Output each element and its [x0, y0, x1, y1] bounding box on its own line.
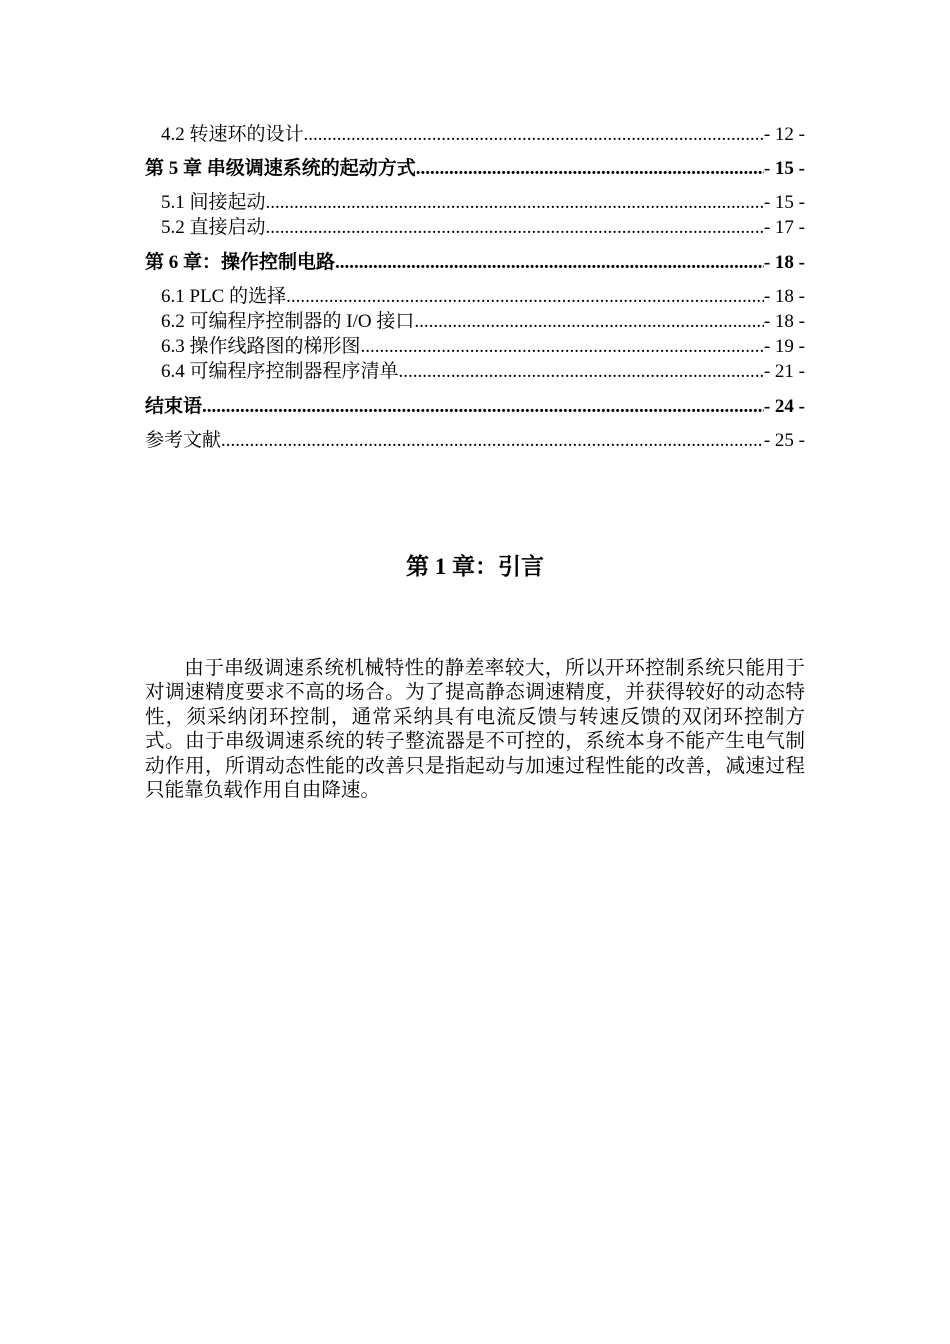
toc-entry[interactable]	[145, 359, 805, 384]
toc-entry-label: 6.3 操作线路图的梯形图	[161, 336, 361, 357]
chapter-heading: 第 1 章：引言	[406, 554, 544, 579]
toc-entry-label: 4.2 转速环的设计	[161, 124, 304, 145]
toc-entry[interactable]	[145, 190, 805, 215]
toc-entry[interactable]	[145, 156, 805, 181]
toc-entry-label: 5.2 直接启动	[161, 217, 266, 238]
body-paragraph: 由于串级调速系统机械特性的静差率较大，所以开环控制系统只能用于对调速精度要求不高的场合。为了提高静态调速精度，并获得较好的动态特性，须采纳闭环控制，通常采纳具有电流反馈与转速反馈的双闭环控制方式。由于串级调速系统的转子整流器是不可控的，系统本身不能产生电气制动作用，所谓动态性能的改善只是指起动与加速过程性能的改善，减速过程只能靠负载作用自由降速。	[145, 658, 805, 802]
toc-entry-label: 结束语	[145, 396, 203, 417]
toc-entry[interactable]	[145, 428, 805, 453]
table-of-contents	[145, 122, 805, 453]
toc-leader-dots	[414, 309, 764, 334]
toc-entry[interactable]	[145, 215, 805, 240]
toc-leader-dots	[335, 250, 764, 275]
toc-entry-label: 6.1 PLC 的选择	[161, 286, 287, 307]
toc-entry-page: - 19 -	[763, 336, 805, 357]
toc-entry-page: - 15 -	[763, 158, 805, 179]
toc-entry-page: - 18 -	[763, 286, 805, 307]
toc-leader-dots	[361, 334, 764, 359]
toc-leader-dots	[286, 284, 764, 309]
toc-entry-page: - 15 -	[763, 192, 805, 213]
toc-entry-label: 第 5 章 串级调速系统的起动方式	[145, 158, 416, 179]
toc-entry[interactable]	[145, 284, 805, 309]
toc-entry-page: - 17 -	[763, 217, 805, 238]
toc-entry[interactable]	[145, 394, 805, 419]
toc-entry-page: - 18 -	[763, 311, 805, 332]
toc-entry-label: 第 6 章：操作控制电路	[145, 252, 336, 273]
toc-leader-dots	[304, 122, 764, 147]
toc-leader-dots	[399, 359, 764, 384]
toc-entry[interactable]	[145, 334, 805, 359]
toc-leader-dots	[202, 394, 764, 419]
toc-leader-dots	[266, 215, 764, 240]
toc-entry[interactable]	[145, 309, 805, 334]
toc-entry-page: - 12 -	[763, 124, 805, 145]
toc-entry-label: 6.2 可编程序控制器的 I/O 接口	[161, 311, 415, 332]
toc-entry[interactable]	[145, 250, 805, 275]
toc-entry[interactable]	[145, 122, 805, 147]
toc-leader-dots	[416, 156, 764, 181]
toc-entry-page: - 21 -	[763, 361, 805, 382]
toc-entry-page: - 18 -	[763, 252, 805, 273]
toc-entry-page: - 25 -	[763, 430, 805, 451]
toc-leader-dots	[266, 190, 764, 215]
toc-leader-dots	[221, 428, 764, 453]
toc-entry-label: 5.1 间接起动	[161, 192, 266, 213]
toc-entry-page: - 24 -	[763, 396, 805, 417]
toc-entry-label: 参考文献	[145, 430, 222, 451]
toc-entry-label: 6.4 可编程序控制器程序清单	[161, 361, 399, 382]
